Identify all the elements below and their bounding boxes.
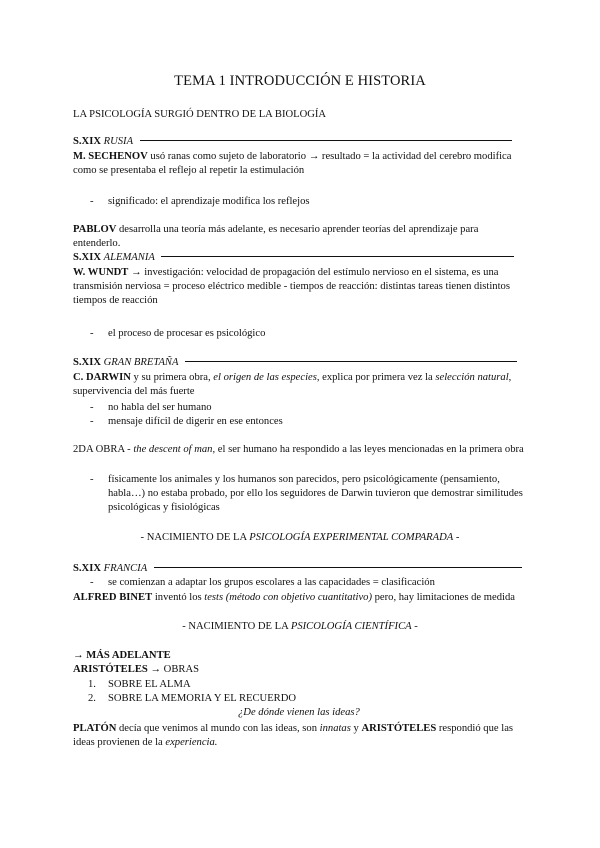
bullet-dash: - [90, 196, 94, 207]
person-name: ARISTÓTELES [361, 723, 437, 734]
region-label: ALEMANIA [103, 252, 155, 263]
bullet-item: mensaje difícil de digerir en ese entonces [108, 416, 283, 427]
paragraph-text: pero, hay limitaciones de medida [371, 592, 515, 603]
person-name: C. DARWIN [73, 372, 131, 383]
concept-term: selección natural [435, 372, 509, 383]
banner-text: - NACIMIENTO DE LA [182, 621, 291, 632]
century-label: S.XIX [73, 136, 101, 147]
wundt-paragraph [73, 266, 528, 308]
bullet-item: significado: el aprendizaje modifica los reflejos [108, 196, 310, 207]
paragraph-text: inventó los [152, 592, 205, 603]
paragraph-text: respondió que las ideas provienen de la [73, 723, 514, 748]
list-number: 2. [88, 693, 96, 704]
page-title: TEMA 1 INTRODUCCIÓN E HISTORIA [174, 73, 426, 89]
bullet-dash: - [90, 577, 94, 588]
century-label: S.XIX [73, 357, 101, 368]
person-name: M. SECHENOV [73, 151, 148, 162]
banner-text: - NACIMIENTO DE LA [140, 532, 250, 543]
concept-term: innatas [319, 723, 351, 734]
heading-rule [161, 256, 514, 257]
bullet-item: se comienzan a adaptar los grupos escolares a las capacidades = clasificación [108, 577, 435, 588]
work-title: el origen de las especies [213, 372, 317, 383]
paragraph-text: y su primera obra, [130, 372, 214, 383]
person-name: W. WUNDT [73, 267, 129, 278]
work-title: the descent of man, [133, 444, 216, 455]
intro-line: LA PSICOLOGÍA SURGIÓ DENTRO DE LA BIOLOGÍA [73, 109, 327, 120]
section-heading-alemania [73, 251, 514, 265]
bullet-dash: - [90, 328, 94, 339]
century-label: S.XIX [73, 252, 101, 263]
region-label: GRAN BRETAÑA [103, 357, 179, 368]
concept-term: tests (método con objetivo cuantitativo) [204, 592, 372, 603]
paragraph-text: → investigación: velocidad de propagación del estímulo nervioso en el sistema, es una transmisión nerviosa = proceso eléctrico medible - tiempos de reacción: distintas tareas tienen distintos tiempos de reacción [73, 267, 510, 306]
aristoteles-line [73, 663, 199, 677]
paragraph-text: el ser humano ha respondido a las leyes mencionadas en la primera obra [215, 444, 524, 455]
century-label: S.XIX [73, 563, 101, 574]
paragraph-text: 2DA OBRA - [73, 444, 134, 455]
paragraph-text: , explica por primera vez la [316, 372, 436, 383]
heading-rule [154, 567, 522, 568]
section-heading-rusia [73, 135, 512, 149]
person-name: PLATÓN [73, 723, 117, 734]
pablov-paragraph [73, 223, 528, 251]
region-label: FRANCIA [103, 563, 148, 574]
bullet-dash: - [90, 402, 94, 413]
second-work-paragraph [73, 443, 528, 457]
banner-text: - [453, 532, 460, 543]
bullet-dash: - [90, 474, 94, 485]
bullet-item: no habla del ser humano [108, 402, 212, 413]
banner-cientifica [0, 620, 600, 634]
binet-paragraph [73, 591, 528, 605]
platon-paragraph [73, 722, 528, 750]
region-label: RUSIA [103, 136, 134, 147]
section-heading-francia [73, 562, 522, 576]
person-name: ARISTÓTELES [73, 664, 148, 675]
darwin-paragraph [73, 371, 528, 399]
paragraph-text: usó ranas como sujeto de laboratorio → resultado = la actividad del cerebro modifica como se presentaba el reflejo al repetir la estimulación [73, 151, 512, 176]
section-heading-gran-bretana [73, 356, 517, 370]
banner-text: - [411, 621, 418, 632]
paragraph-text: , supervivencia del más fuerte [73, 372, 512, 397]
bullet-item: el proceso de procesar es psicológico [108, 328, 266, 339]
banner-term: PSICOLOGÍA EXPERIMENTAL COMPARADA [249, 532, 454, 543]
bullet-dash: - [90, 416, 94, 427]
heading-rule [185, 361, 517, 362]
mas-adelante-heading: → MÁS ADELANTE [73, 650, 171, 661]
obra-item: SOBRE EL ALMA [108, 679, 191, 690]
paragraph-text: → OBRAS [147, 664, 199, 675]
list-number: 1. [88, 679, 96, 690]
sechenov-paragraph [73, 150, 528, 178]
banner-term: PSICOLOGÍA CIENTÍFICA [290, 621, 412, 632]
banner-comparada [0, 531, 600, 545]
obra-item: SOBRE LA MEMORIA Y EL RECUERDO [108, 693, 297, 704]
person-name: ALFRED BINET [73, 592, 153, 603]
concept-term: experiencia. [165, 737, 218, 748]
person-name: PABLOV [73, 224, 117, 235]
paragraph-text: desarrolla una teoría más adelante, es necesario aprender teorías del aprendizaje para entenderlo. [73, 224, 479, 249]
bullet-item: físicamente los animales y los humanos son parecidos, pero psicológicamente (pensamiento, habla…) no estaba probado, por ello los seguidores de Darwin tuvieron que demostrar similitudes psicológicas y fisiológicas [108, 474, 523, 513]
heading-rule [140, 140, 512, 141]
paragraph-text: decía que venimos al mundo con las ideas, son [116, 723, 320, 734]
paragraph-text: y [350, 723, 362, 734]
question-line: ¿De dónde vienen las ideas? [238, 707, 360, 718]
